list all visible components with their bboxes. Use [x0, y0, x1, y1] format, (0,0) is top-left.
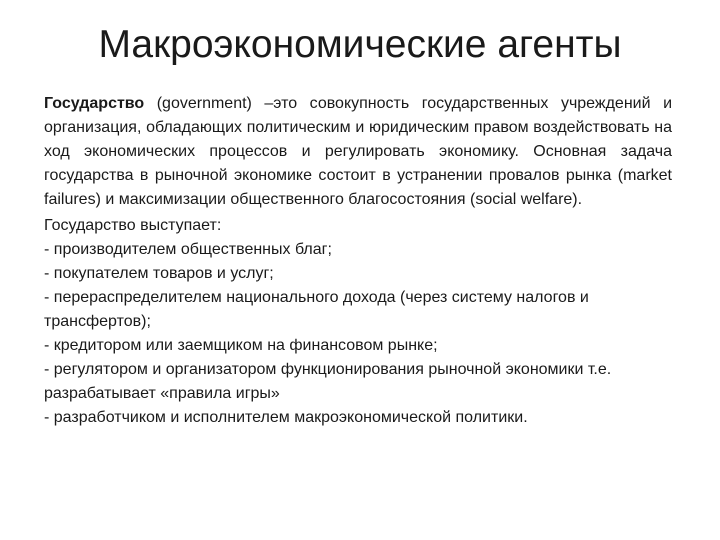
intro-paragraph [44, 92, 672, 212]
slide-title: Макроэкономические агенты [98, 23, 622, 66]
roles-list [44, 238, 672, 430]
role-item-redistributor: - перераспределителем национального дохода (через систему налогов и трансфертов); [44, 289, 589, 330]
slide-content [44, 92, 672, 430]
role-item-buyer: - покупателем товаров и услуг; [44, 265, 274, 282]
intro-text: (government) –это совокупность государственных учреждений и организация, обладающих политическим и юридическим правом воздействовать на ход экономических процессов и регулировать экономику. Основная задача государства в рыночной экономике состоит в устранении провалов рынка (market failures) и максимизации общественного благосостояния (social welfare). [44, 95, 672, 208]
role-item-producer: - производителем общественных благ; [44, 241, 332, 258]
intro-term: Государство [44, 95, 145, 112]
role-item-creditor: - кредитором или заемщиком на финансовом рынке; [44, 337, 438, 354]
roles-heading: Государство выступает: [44, 217, 222, 234]
role-item-policy-maker: - разработчиком и исполнителем макроэкономической политики. [44, 409, 528, 426]
role-item-regulator: - регулятором и организатором функционирования рыночной экономики т.е. разрабатывает «правила игры» [44, 361, 612, 402]
